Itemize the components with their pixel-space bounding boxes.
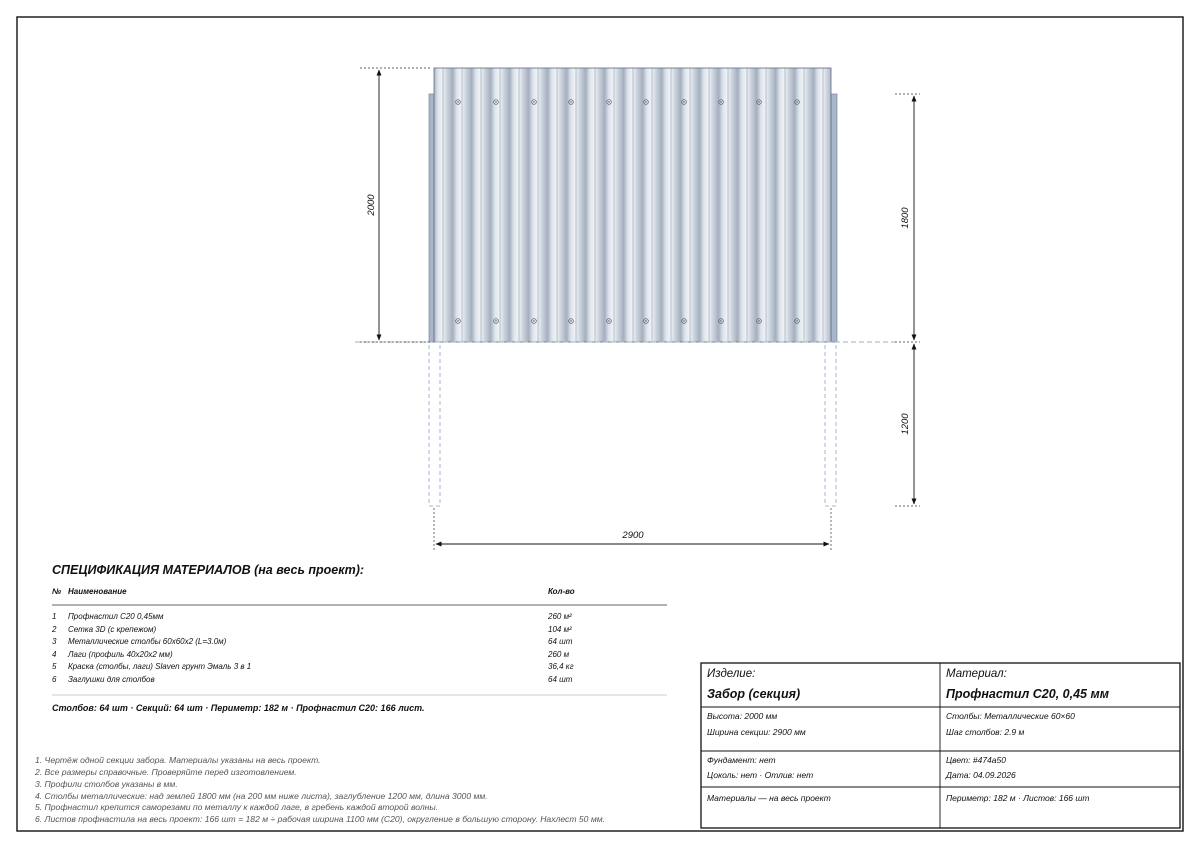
tb-height: Высота: 2000 мм: [707, 711, 778, 721]
post-left-underground: [429, 342, 440, 506]
dim-label-1200: 1200: [900, 413, 911, 435]
profiled-sheet: [434, 68, 831, 342]
spec-row-name: Профнастил С20 0,45мм: [68, 612, 164, 621]
spec-row-num: 1: [52, 612, 57, 621]
tb-foundation: Фундамент: нет: [707, 755, 776, 765]
tb-materials-note: Материалы — на весь проект: [707, 793, 831, 803]
spec-row-num: 3: [52, 637, 57, 647]
spec-row-num: 6: [52, 675, 57, 684]
note-1: 1. Чертёж одной секции забора. Материалы указаны на весь проект.: [35, 755, 321, 765]
tb-section-width: Ширина секции: 2900 мм: [707, 727, 806, 737]
tb-color: Цвет: #474a50: [946, 755, 1006, 765]
note-4: 4. Столбы металлические: над землей 1800 мм (на 200 мм ниже листа), заглубление 1200 мм, длина 3000 мм.: [35, 791, 488, 801]
spec-row-name: Сетка 3D (с крепежом): [68, 624, 157, 634]
tb-product-label: Изделие:: [707, 668, 756, 680]
tb-plinth: Цоколь: нет · Отлив: нет: [707, 770, 814, 780]
tb-posts: Столбы: Металлические 60×60: [946, 711, 1075, 721]
spec-summary: Столбов: 64 шт · Секций: 64 шт · Периметр: 182 м · Профнастил С20: 166 лист.: [52, 703, 425, 713]
spec-row-qty: 36,4 кг: [548, 662, 574, 672]
spec-row-qty: 64 шт: [548, 637, 573, 647]
dimension-depth: [895, 344, 920, 506]
spec-col-num: №: [52, 587, 62, 596]
dim-label-1800: 1800: [900, 207, 911, 229]
dim-label-2900: 2900: [622, 530, 644, 541]
spec-col-qty: Кол-во: [548, 587, 575, 596]
spec-row-name: Краска (столбы, лаги) Slaven грунт Эмаль 3 в 1: [68, 662, 252, 672]
spec-row-name: Металлические столбы 60х60х2 (L=3.0м): [68, 637, 227, 647]
spec-title: СПЕЦИФИКАЦИЯ МАТЕРИАЛОВ (на весь проект):: [52, 563, 365, 577]
spec-row-qty: 260 м²: [548, 612, 572, 621]
tb-product-value: Забор (секция): [707, 687, 801, 701]
dimension-height-total: [360, 68, 432, 342]
post-right-underground: [825, 342, 836, 506]
note-3: 3. Профили столбов указаны в мм.: [35, 779, 178, 789]
tb-material-label: Материал:: [946, 668, 1007, 680]
dimension-height-above: [895, 94, 920, 342]
note-2: 2. Все размеры справочные. Проверяйте перед изготовлением.: [35, 767, 297, 777]
spec-col-name: Наименование: [68, 587, 127, 596]
note-6: 6. Листов профнастила на весь проект: 166 шт = 182 м ÷ рабочая ширина 1100 мм (С20), округление в большую сторону. Нахлест 50 мм.: [35, 814, 605, 824]
dim-label-2000: 2000: [366, 194, 377, 216]
spec-row-num: 4: [52, 649, 57, 659]
spec-row-qty: 260 м: [548, 649, 570, 659]
tb-post-step: Шаг столбов: 2.9 м: [946, 727, 1025, 737]
spec-row-name: Лаги (профиль 40х20х2 мм): [68, 649, 173, 659]
tb-date: Дата: 04.09.2026: [946, 770, 1016, 780]
dimension-width: [434, 508, 831, 550]
spec-row-qty: 104 м²: [548, 624, 572, 634]
spec-row-name: Заглушки для столбов: [68, 675, 155, 684]
spec-row-num: 2: [52, 624, 57, 634]
post-right: [831, 94, 837, 342]
spec-row-num: 5: [52, 662, 57, 672]
tb-material-value: Профнастил С20, 0,45 мм: [946, 687, 1109, 701]
spec-row-qty: 64 шт: [548, 675, 573, 684]
tb-perimeter: Периметр: 182 м · Листов: 166 шт: [946, 793, 1090, 803]
note-5: 5. Профнастил крепится саморезами по металлу к каждой лаге, в гребень каждой второй волны.: [35, 802, 439, 812]
